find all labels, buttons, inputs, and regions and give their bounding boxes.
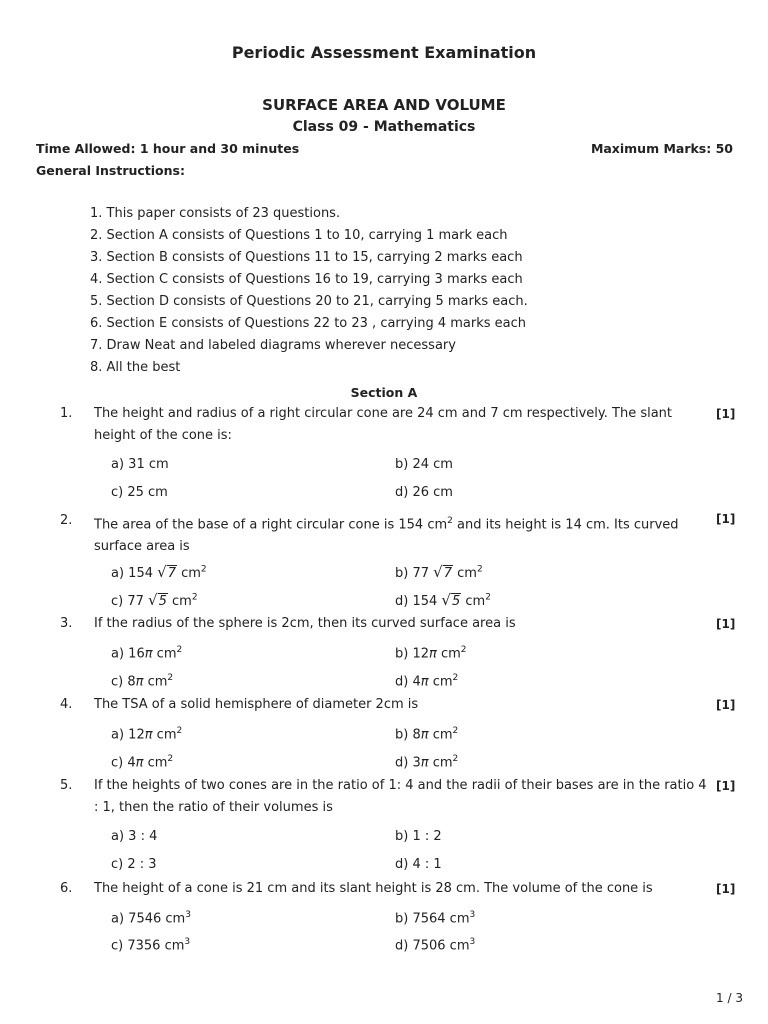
instruction-item: 3. Section B consists of Questions 11 to 15, carrying 2 marks each: [90, 250, 523, 265]
option-b: b) 12π $cm^2$: [395, 645, 467, 662]
mark-badge: [1]: [716, 512, 736, 526]
question-number: 6.: [60, 881, 73, 896]
option-c: c) 2 : 3: [111, 857, 157, 872]
question-number: 4.: [60, 697, 73, 712]
mark-badge: [1]: [716, 698, 736, 712]
option-b: b) 1 : 2: [395, 829, 442, 844]
instructions-heading: General Instructions:: [36, 163, 185, 178]
instruction-item: 7. Draw Neat and labeled diagrams wherever necessary: [90, 338, 456, 353]
mark-badge: [1]: [716, 779, 736, 793]
instruction-item: 2. Section A consists of Questions 1 to 10, carrying 1 mark each: [90, 228, 508, 243]
square-root-symbol: √7: [157, 563, 176, 581]
mark-badge: [1]: [716, 617, 736, 631]
option-b: b) 24 cm: [395, 457, 453, 472]
option-c: c) 77 √5 $cm^2$: [111, 591, 198, 609]
option-d: d) 4π $cm^2$: [395, 673, 459, 690]
question-text: If the heights of two cones are in the ratio of 1: 4 and the radii of their bases are in the ratio 4 : 1, then the ratio of their volumes is: [94, 778, 707, 815]
option-d: d) 26 cm: [395, 485, 453, 500]
question-number: 1.: [60, 406, 73, 421]
square-root-symbol: √5: [148, 591, 167, 609]
option-c: c) 7356 $cm^3$: [111, 937, 191, 954]
question-text: The height and radius of a right circular cone are 24 cm and 7 cm respectively. The slant height of the cone is:: [94, 406, 673, 443]
option-a: a) 3 : 4: [111, 829, 158, 844]
option-d: d) 3π $cm^2$: [395, 754, 459, 771]
time-allowed: Time Allowed: 1 hour and 30 minutes: [36, 141, 300, 156]
option-b: b) 7564 $cm^3$: [395, 910, 476, 927]
class-line: Class 09 - Mathematics: [292, 119, 476, 135]
option-d: d) 7506 $cm^3$: [395, 937, 476, 954]
instruction-item: 4. Section C consists of Questions 16 to 19, carrying 3 marks each: [90, 272, 523, 287]
instruction-item: 1. This paper consists of 23 questions.: [90, 206, 341, 221]
option-a: a) 7546 $cm^3$: [111, 910, 191, 927]
question-number: 5.: [60, 778, 73, 793]
section-heading: Section A: [350, 385, 418, 400]
page-number: 1 / 3: [716, 991, 743, 1005]
option-b: b) 77 √7 $cm^2$: [395, 563, 483, 581]
option-c: c) 8π $cm^2$: [111, 673, 174, 690]
maximum-marks: Maximum Marks: 50: [590, 141, 733, 156]
mark-badge: [1]: [716, 407, 736, 421]
question-number: 2.: [60, 513, 73, 528]
option-c: c) 4π $cm^2$: [111, 754, 174, 771]
option-a: a) 12π $cm^2$: [111, 726, 183, 743]
option-a: a) 154 √7 $cm^2$: [111, 563, 207, 581]
question-text: The TSA of a solid hemisphere of diameter 2cm is: [94, 697, 419, 712]
square-root-symbol: √7: [433, 563, 452, 581]
mark-badge: [1]: [716, 882, 736, 896]
question-number: 3.: [60, 616, 73, 631]
option-c: c) 25 cm: [111, 485, 168, 500]
option-d: d) 154 √5 $cm^2$: [395, 591, 491, 609]
option-a: a) 16π $cm^2$: [111, 645, 183, 662]
subject-title: SURFACE AREA AND VOLUME: [262, 96, 506, 114]
question-text: The height of a cone is 21 cm and its slant height is 28 cm. The volume of the cone is: [94, 881, 653, 896]
option-a: a) 31 cm: [111, 457, 169, 472]
square-root-symbol: √5: [441, 591, 461, 609]
option-b: b) 8π $cm^2$: [395, 726, 459, 743]
instruction-item: 6. Section E consists of Questions 22 to 23 , carrying 4 marks each: [90, 316, 526, 331]
question-text: The area of the base of a right circular cone is 154 $cm^2$ and its height is 14 cm. Its curved surface area is: [94, 516, 679, 555]
instruction-item: 5. Section D consists of Questions 20 to 21, carrying 5 marks each.: [90, 294, 528, 309]
exam-title: Periodic Assessment Examination: [231, 43, 537, 62]
instruction-item: 8. All the best: [90, 360, 181, 375]
option-d: d) 4 : 1: [395, 857, 442, 872]
question-text: If the radius of the sphere is 2cm, then its curved surface area is: [94, 616, 516, 631]
